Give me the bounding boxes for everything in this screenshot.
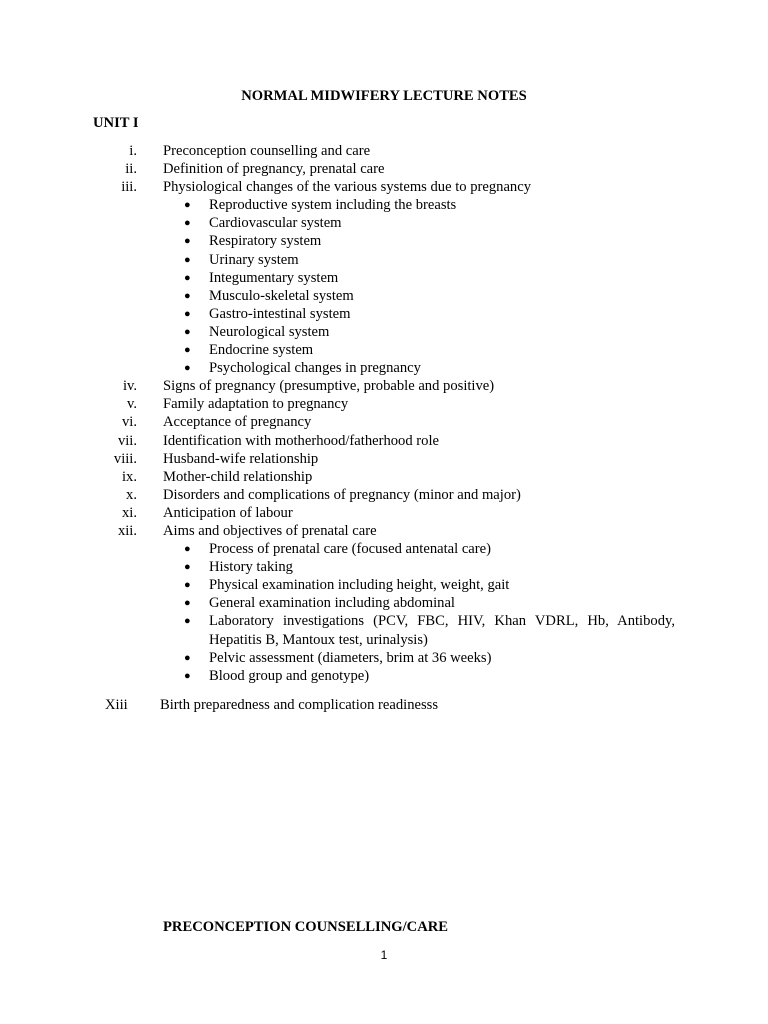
bullet-text: Integumentary system xyxy=(209,269,339,286)
list-item xyxy=(0,486,768,504)
bullet-item xyxy=(0,251,768,269)
bullet-item xyxy=(0,359,768,377)
bullet-item xyxy=(0,576,768,594)
list-item-number: xii. xyxy=(117,522,137,539)
bullet-item xyxy=(0,287,768,305)
bullet-text: Physical examination including height, weight, gait xyxy=(209,577,510,594)
list-item-number: i. xyxy=(129,143,137,159)
unit-heading: UNIT I xyxy=(93,115,139,131)
bullet-text: Process of prenatal care (focused antenatal care) xyxy=(209,541,491,558)
bullet-item xyxy=(0,323,768,341)
list-item xyxy=(0,142,768,160)
bullet-text: Psychological changes in pregnancy xyxy=(209,360,421,377)
list-item xyxy=(0,377,768,395)
list-item-text: Mother-child relationship xyxy=(163,468,313,485)
bullet-text: Blood group and genotype) xyxy=(209,667,370,684)
bullet-text: History taking xyxy=(209,559,293,576)
list-item-text: Acceptance of pregnancy xyxy=(163,414,312,431)
list-item-text: Family adaptation to pregnancy xyxy=(163,396,349,413)
bullet-item xyxy=(0,232,768,250)
bullet-icon: ● xyxy=(184,271,191,284)
bullet-text: Cardiovascular system xyxy=(209,215,342,232)
topic-list xyxy=(0,142,768,685)
bullet-item xyxy=(0,341,768,359)
list-item-number: v. xyxy=(127,396,137,413)
bullet-item xyxy=(0,305,768,323)
bullet-icon: ● xyxy=(184,199,191,212)
bullet-icon: ● xyxy=(184,543,191,556)
list-item xyxy=(0,468,768,486)
list-item xyxy=(0,413,768,431)
bullet-item xyxy=(0,558,768,576)
list-item xyxy=(0,395,768,413)
page-number: 1 xyxy=(380,948,388,962)
bullet-icon: ● xyxy=(184,669,191,682)
list-item-text: Husband-wife relationship xyxy=(163,450,319,467)
bullet-text: Laboratory investigations (PCV, FBC, HIV, Khan VDRL, Hb, Antibody, Hepatitis B, Mantoux test, urinalysis) xyxy=(209,613,675,648)
list-item-text: Anticipation of labour xyxy=(163,504,293,521)
bullet-icon: ● xyxy=(184,561,191,574)
list-item-number: viii. xyxy=(113,450,137,467)
list-item-text: Definition of pregnancy, prenatal care xyxy=(163,161,385,178)
list-item xyxy=(0,522,768,540)
bullet-item xyxy=(0,214,768,232)
bullet-text: Musculo-skeletal system xyxy=(209,287,354,304)
bullet-text: Urinary system xyxy=(209,251,299,268)
list-item xyxy=(0,160,768,178)
bullet-text: Reproductive system including the breasts xyxy=(209,197,457,214)
list-item xyxy=(0,450,768,468)
list-item-number: ix. xyxy=(122,468,137,485)
list-item-text: Aims and objectives of prenatal care xyxy=(163,522,377,539)
bullet-item xyxy=(0,540,768,558)
list-item-number: iii. xyxy=(121,179,137,196)
bullet-item xyxy=(0,667,768,685)
list-item-text: Birth preparedness and complication readinesss xyxy=(160,697,439,713)
list-item-text: Preconception counselling and care xyxy=(163,143,371,159)
bullet-icon: ● xyxy=(184,235,191,248)
list-item-number: x. xyxy=(126,486,137,503)
bullet-text: Neurological system xyxy=(209,323,330,340)
document-title: NORMAL MIDWIFERY LECTURE NOTES xyxy=(241,88,527,104)
bullet-text: Gastro-intestinal system xyxy=(209,305,351,322)
bullet-icon: ● xyxy=(184,344,191,357)
bullet-item xyxy=(0,594,768,612)
section-heading: PRECONCEPTION COUNSELLING/CARE xyxy=(163,919,449,935)
bullet-item xyxy=(0,649,768,667)
bullet-icon: ● xyxy=(184,362,191,375)
bullet-icon: ● xyxy=(184,217,191,230)
bullet-item xyxy=(0,612,768,648)
list-item-number: xi. xyxy=(122,504,137,521)
bullet-item xyxy=(0,196,768,214)
bullet-icon: ● xyxy=(184,325,191,338)
list-item-text: Signs of pregnancy (presumptive, probable and positive) xyxy=(163,378,495,395)
list-item xyxy=(0,504,768,522)
bullet-icon: ● xyxy=(184,615,191,628)
list-item-number: ii. xyxy=(125,161,137,178)
list-item-text: Disorders and complications of pregnancy (minor and major) xyxy=(163,486,521,503)
bullet-text: Pelvic assessment (diameters, brim at 36 weeks) xyxy=(209,649,492,666)
list-item-number: iv. xyxy=(122,378,137,395)
list-item-text: Identification with motherhood/fatherhood role xyxy=(163,432,439,449)
bullet-icon: ● xyxy=(184,253,191,266)
bullet-item xyxy=(0,269,768,287)
list-item-text: Physiological changes of the various systems due to pregnancy xyxy=(163,179,532,196)
list-item-number: vi. xyxy=(122,414,137,431)
list-item-number: vii. xyxy=(117,432,137,449)
bullet-text: General examination including abdominal xyxy=(209,595,455,612)
bullet-icon: ● xyxy=(184,307,191,320)
list-item xyxy=(0,432,768,450)
list-item xyxy=(0,178,768,196)
bullet-text: Endocrine system xyxy=(209,342,314,359)
bullet-icon: ● xyxy=(184,289,191,302)
bullet-text: Respiratory system xyxy=(209,233,322,250)
bullet-icon: ● xyxy=(184,651,191,664)
bullet-icon: ● xyxy=(184,597,191,610)
bullet-icon: ● xyxy=(184,579,191,592)
list-item-number: Xiii xyxy=(105,697,128,713)
